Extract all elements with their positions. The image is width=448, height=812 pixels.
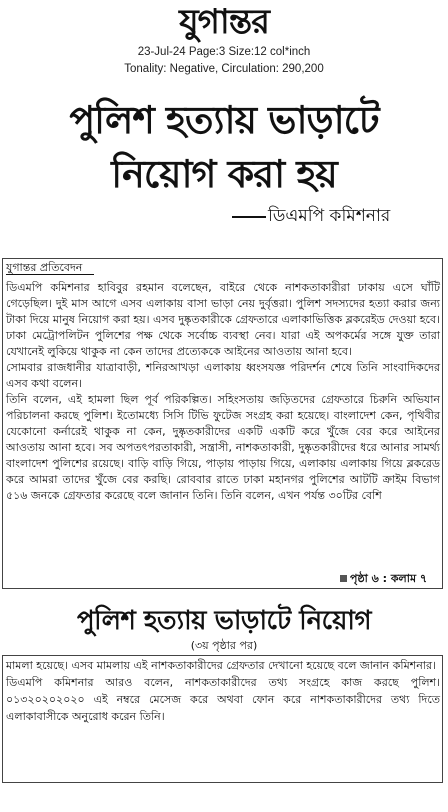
continuation-paragraph: ডিএমপি কমিশনার আরও বলেন, নাশকতাকারীদের তথ্য সংগ্রহে কাজ করছে পুলিশ। ০১৩২০২০২০২০ এই নম্বরে মেসেজ করে অথবা ফোন করে নাশকতাকারীদের তথ্য দিতে এলাকাবাসীকে অনুরোধ করেন তিনি। bbox=[6, 676, 440, 723]
headline-line-2: নিয়োগ করা হয় bbox=[111, 152, 337, 196]
clip-meta-date-page-size: 23-Jul-24 Page:3 Size:12 col*inch bbox=[137, 46, 311, 58]
headline-line-1: পুলিশ হত্যায় ভাড়াটে bbox=[69, 98, 379, 142]
byline-dash bbox=[232, 216, 266, 218]
square-bullet-icon bbox=[340, 575, 347, 582]
continued-ref-text: পৃষ্ঠা ৬ : কলাম ৭ bbox=[350, 572, 428, 585]
continuation-headline: পুলিশ হত্যায় ভাড়াটে নিয়োগ bbox=[77, 606, 371, 636]
continuation-body bbox=[6, 657, 440, 725]
clip-meta-tonality-circulation: Tonality: Negative, Circulation: 290,200 bbox=[124, 63, 324, 75]
article-paragraph: তিনি বলেন, এই হামলা ছিল পূর্ব পরিকল্পিত। সহিংসতায় জড়িতদের গ্রেফতারে চিরুনি অভিযান পরিচালনা করছে পুলিশ। ইতোমধ্যে সিসি টিভি ফুটেজ সংগ্রহ করা হয়েছে। বাংলাদেশ কেন, পৃথিবীর যেকোনো কর্নারেই থাকুক না কেন, দুষ্কৃতকারীদের একটি একটি করে খুঁজে বের করে আইনের আওতায় আনা হবে। সব অপতৎপরতাকারী, সন্ত্রাসী, নাশকতাকারী, দুষ্কৃতকারীদের ধরে আনার সামর্থ্য বাংলাদেশ পুলিশের রয়েছে। বাড়ি বাড়ি গিয়ে, পাড়ায় পাড়ায় গিয়ে, এলাকায় এলাকায় গিয়ে ব্লকরেড করে আমরা তাদের খুঁজে বের করছি। রোববার রাতে ঢাকা মহানগর পুলিশের আটটি ক্রাইম বিভাগ ৫১৬ জনকে গ্রেফতার করেছে বলে জানান তিনি। তিনি বলেন, এখন পর্যন্ত ৩০টির বেশি bbox=[6, 393, 440, 502]
article-paragraph: ডিএমপি কমিশনার হাবিবুর রহমান বলেছেন, বাইরে থেকে নাশকতাকারীরা ঢাকায় এসে ঘাঁটি গেড়েছিল। দুই মাস আগে এসব এলাকায় বাসা ভাড়া নেয় দুর্বৃত্তরা। পুলিশ সদস্যদের হত্যা করার জন্য টাকা দিয়ে মানুষ নিয়োগ করা হয়। এসব দুষ্কৃতকারীকে গ্রেফতারে এলাকাভিত্তিক ব্লকরেইড দেওয়া হবে। ঢাকা মেট্রোপলিটন পুলিশের পক্ষ থেকে সর্বোচ্চ ব্যবস্থা নেব। যারা এই অপকর্মের সঙ্গে যুক্ত তারা যেখানেই লুকিয়ে থাকুক না কেন তাদের প্রত্যেককে আইনের আওতায় আনা হবে। bbox=[6, 281, 440, 358]
newspaper-masthead: যুগান্তর bbox=[179, 2, 269, 42]
continued-on-page-reference bbox=[340, 572, 427, 586]
byline: ডিএমপি কমিশনার bbox=[268, 206, 391, 226]
reporter-underline bbox=[6, 274, 94, 275]
reporter-credit: যুগান্তর প্রতিবেদন bbox=[6, 261, 83, 274]
continuation-paragraph: মামলা হয়েছে। এসব মামলায় এই নাশকতাকারীদের গ্রেফতার দেখানো হয়েছে বলে জানান কমিশনার। bbox=[6, 659, 436, 672]
article-body bbox=[6, 280, 440, 504]
continuation-from-page: (৩য় পৃষ্ঠার পর) bbox=[190, 639, 258, 652]
article-paragraph: সোমবার রাজধানীর যাত্রাবাড়ী, শনিরআখড়া এলাকায় ধ্বংসযজ্ঞ পরিদর্শন শেষে তিনি সাংবাদিকদের এসব কথা বলেন। bbox=[6, 361, 440, 390]
